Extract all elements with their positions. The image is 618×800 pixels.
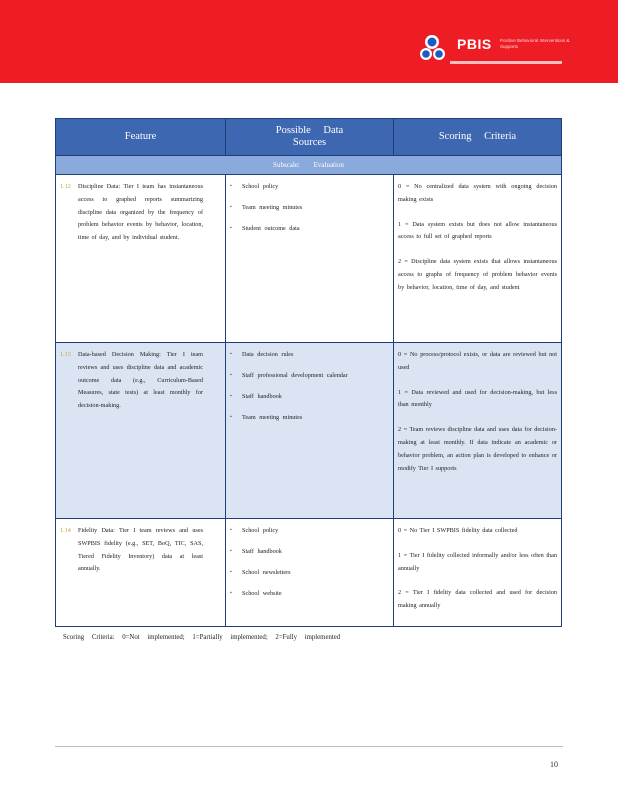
feature-text: Fidelity Data: Tier I team reviews and uses SWPBIS fidelity (e.g., SET, BoQ, TIC, SAS, Tiered Fidelity Inventory) data at least annually. [78, 527, 203, 573]
criteria-item: 1 = Tier I fidelity collected informally and/or less often than annually [398, 551, 557, 572]
list-item: ▪ Staff professional development calendar [230, 370, 389, 381]
table-row [56, 519, 562, 627]
list-item: ▪ School policy [230, 525, 389, 536]
list-item: ▪ Team meeting minutes [230, 202, 389, 213]
logo-subtitle: Positive Behavioral Interventions & Supports [500, 38, 570, 49]
evaluation-table [55, 118, 562, 627]
feature-cell [56, 343, 226, 519]
sources-cell [226, 343, 394, 519]
list-item: ▪ Staff handbook [230, 546, 389, 557]
header-feature: Feature [56, 119, 226, 156]
list-item: ▪ Student outcome data [230, 223, 389, 234]
subscale-row [56, 156, 562, 175]
table-row [56, 175, 562, 343]
pbis-logo [420, 33, 570, 73]
criteria-cell [394, 175, 562, 343]
criteria-item: 1 = Data reviewed and used for decision-making, but less than monthly [398, 388, 557, 409]
criteria-item: 0 = No Tier I SWPBIS fidelity data collected [398, 527, 518, 534]
list-item: ▪ School policy [230, 181, 389, 192]
criteria-item: 2 = Team reviews discipline data and uses data for decision-making at least monthly. If data indicate an academic or behavior problem, an action plan is developed to enhance or modify Tier I supports [398, 426, 557, 472]
feature-text: Discipline Data: Tier I team has instantaneous access to graphed reports summarizing discipline data organized by the frequency of problem behavior events by behavior, location, time of day, and by individual student. [78, 183, 203, 242]
header-scoring-criteria: Scoring Criteria [394, 119, 562, 156]
header-data-sources [226, 119, 394, 156]
criteria-item: 0 = No process/protocol exists, or data are reviewed but not used [398, 351, 557, 371]
header-data-sources-label: Possible Data Sources [275, 125, 344, 148]
criteria-item: 0 = No centralized data system with ongoing decision making exists [398, 183, 557, 203]
logo-text: PBIS [457, 36, 492, 52]
criteria-item: 1 = Data system exists but does not allow instantaneous access to full set of graphed reports [398, 220, 557, 241]
page-header [0, 0, 618, 83]
criteria-item: 2 = Tier I fidelity data collected and used for decision making annually [398, 589, 557, 610]
logo-underline [450, 61, 562, 64]
subscale-label: Subscale: Evaluation [56, 156, 562, 175]
page-number: 10 [550, 760, 558, 769]
footer-divider [55, 746, 563, 747]
sources-cell [226, 175, 394, 343]
table-row [56, 343, 562, 519]
list-item: ▪ Team meeting minutes [230, 412, 389, 423]
criteria-cell [394, 519, 562, 627]
feature-text: Data-based Decision Making: Tier I team reviews and uses discipline data and academic outcome data (e.g., Curriculum-Based Measures, state tests) at least monthly for decision-making. [78, 351, 203, 410]
list-item: ▪ School newsletters [230, 567, 389, 578]
criteria-item: 2 = Discipline data system exists that allows instantaneous access to graphs of frequency of problem behavior events by behavior, location, time of day, and student [398, 258, 557, 291]
feature-number: 1.13 [60, 351, 71, 358]
feature-cell [56, 519, 226, 627]
feature-number: 1.14 [60, 527, 71, 534]
feature-cell [56, 175, 226, 343]
list-item: ▪ Data decision rules [230, 349, 389, 360]
sources-cell [226, 519, 394, 627]
feature-number: 1.12 [60, 183, 71, 190]
pbis-figures-icon [420, 33, 454, 63]
list-item: ▪ School website [230, 588, 389, 599]
criteria-cell [394, 343, 562, 519]
scoring-footnote: Scoring Criteria: 0=Not implemented; 1=Partially implemented; 2=Fully implemented [63, 634, 341, 641]
list-item: ▪ Staff handbook [230, 391, 389, 402]
table-header-row [56, 119, 562, 156]
